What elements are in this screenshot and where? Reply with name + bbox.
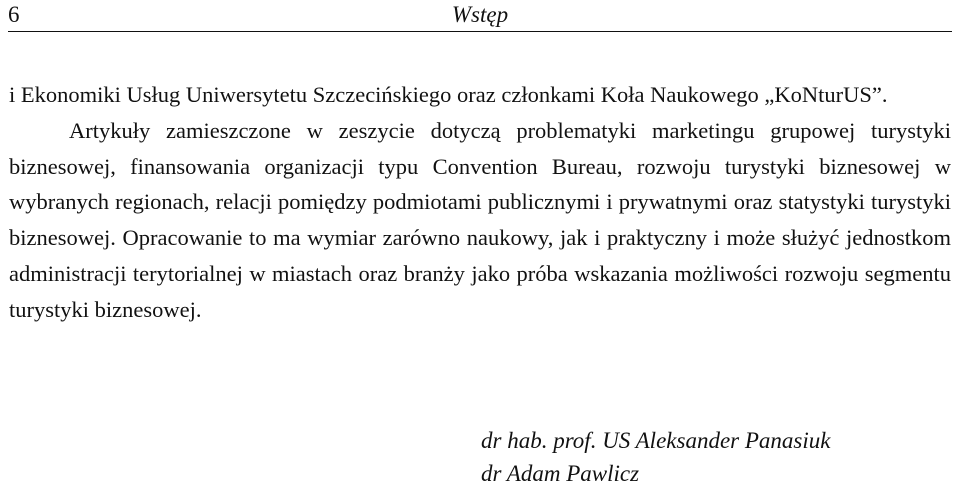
paragraph-continued: i Ekonomiki Usług Uniwersytetu Szczecińskiego oraz członkami Koła Naukowego „KoNturUS”. [9, 77, 951, 113]
signature-block [481, 425, 830, 490]
page-header [8, 0, 952, 32]
paragraph-articles: Artykuły zamieszczone w zeszycie dotyczą problematyki marketingu grupowej turystyki biznesowej, finansowania organizacji typu Convention Bureau, rozwoju turystyki biznesowej w wybranych regionach, relacji pomiędzy podmiotami publicznymi i prywatnymi oraz statystyki turystyki biznesowej. Opracowanie to ma wymiar zarówno naukowy, jak i praktyczny i może służyć jednostkom administracji terytorialnej w miastach oraz branży jako próba wskazania możliwości rozwoju segmentu turystyki biznesowej. [9, 113, 951, 328]
body-text [9, 77, 951, 328]
running-title: Wstęp [8, 2, 952, 28]
page-number: 6 [8, 2, 20, 28]
signature-author-1: dr hab. prof. US Aleksander Panasiuk [481, 425, 830, 458]
signature-author-2: dr Adam Pawlicz [481, 458, 830, 490]
